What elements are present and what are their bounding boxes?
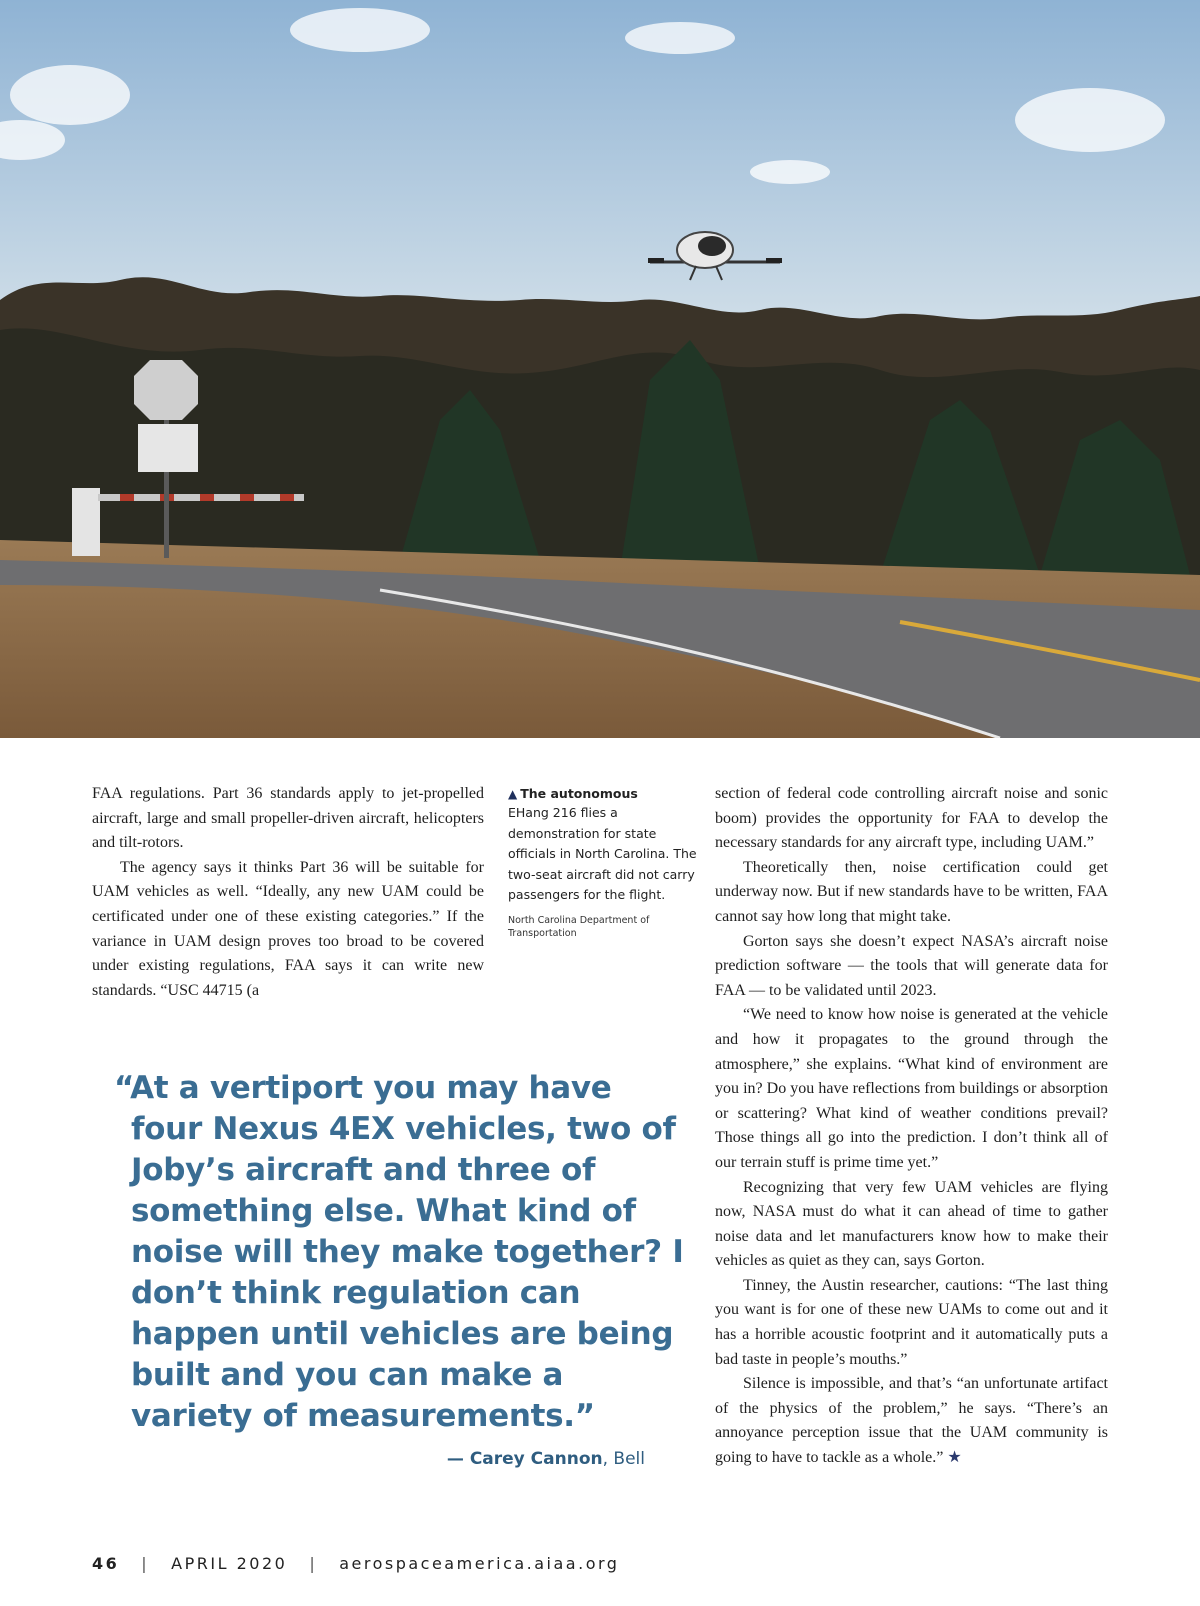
caption-lead (508, 785, 698, 803)
photo-credit: North Carolina Department of Transportation (508, 914, 650, 939)
footer-separator: | (141, 1554, 150, 1573)
caption-triangle-icon: ▲ (508, 787, 518, 801)
attribution-name: Carey Cannon (469, 1449, 603, 1469)
right-paragraph-1: section of federal code controlling aircraft noise and sonic boom) provides the opportunity for FAA to develop the necessary standards for any aircraft type, including UAM.” (715, 785, 1108, 852)
right-paragraph-6: Tinney, the Austin researcher, cautions: “The last thing you want is for one of these new UAMs to come out and it has a horrible acoustic footprint and it automatically puts a bad taste in people’s mouths.” (715, 1276, 1108, 1368)
website-link[interactable]: aerospaceamerica.aiaa.org (339, 1554, 620, 1573)
right-paragraph-7 (715, 1372, 1108, 1470)
body-column-right (715, 782, 1108, 1471)
hero-photo (0, 0, 1200, 738)
left-paragraph-2: The agency says it thinks Part 36 will be suitable for UAM vehicles as well. “Ideally, any new UAM could be certificated under one of these existing categories.” If the variance in UAM design proves too broad to be covered under existing regulations, FAA says it can write new standards. “USC 44715 (a (92, 858, 484, 999)
issue-date: APRIL 2020 (171, 1554, 288, 1573)
attribution-dash: — (446, 1449, 470, 1469)
right-paragraph-2: Theoretically then, noise certification could get underway now. But if new standards have to be written, FAA cannot say how long that might take. (715, 858, 1108, 925)
gate-post (72, 488, 100, 556)
right-paragraph-3: Gorton says she doesn’t expect NASA’s aircraft noise prediction software — the tools that will generate data for FAA — to be validated until 2023. (715, 932, 1108, 999)
pull-quote: “At a vertiport you may have four Nexus 4EX vehicles, two of Joby’s aircraft and three of something else. What kind of noise will they make together? I don’t think regulation can happen until vehicles are being built and you can make a variety of measurements.” (114, 1070, 684, 1434)
body-column-left (92, 782, 484, 1003)
caption-text: EHang 216 flies a demonstration for state officials in North Carolina. The two-seat aircraft did not carry passengers for the flight. (508, 805, 697, 902)
right-paragraph-4: “We need to know how noise is generated at the vehicle and how it propagates to the ground through the atmosphere,” she explains. “What kind of environment are you in? Do you have reflections from buildings or absorption or scattering? What kind of weather conditions prevail? Those things all go into the prediction. I don’t think all of our terrain stuff is prime time yet.” (715, 1006, 1108, 1171)
right-paragraph-7-text: Silence is impossible, and that’s “an unfortunate artifact of the physics of the problem,” he says. “There’s an annoyance perception issue that the UAM community is going to have to tackle as a whole.” (715, 1375, 1108, 1467)
end-star-icon: ★ (947, 1449, 962, 1467)
photo-caption (508, 785, 698, 940)
right-paragraph-5: Recognizing that very few UAM vehicles are flying now, NASA must do what it can ahead of time to gather noise data and let manufacturers know how to make their vehicles as quiet as they can, says Gorton. (715, 1178, 1108, 1270)
caption-lead-text: The autonomous (520, 786, 638, 801)
stop-sign-back (134, 360, 198, 420)
footer-separator: | (309, 1554, 318, 1573)
left-paragraph-1: FAA regulations. Part 36 standards apply to jet-propelled aircraft, large and small propeller-driven aircraft, helicopters and tilt-rotors. (92, 785, 484, 852)
attribution-affiliation: , Bell (602, 1449, 645, 1469)
pull-quote-attribution (447, 1449, 645, 1469)
sign-plate (138, 424, 198, 472)
page-footer (92, 1554, 619, 1573)
page-number: 46 (92, 1554, 120, 1573)
